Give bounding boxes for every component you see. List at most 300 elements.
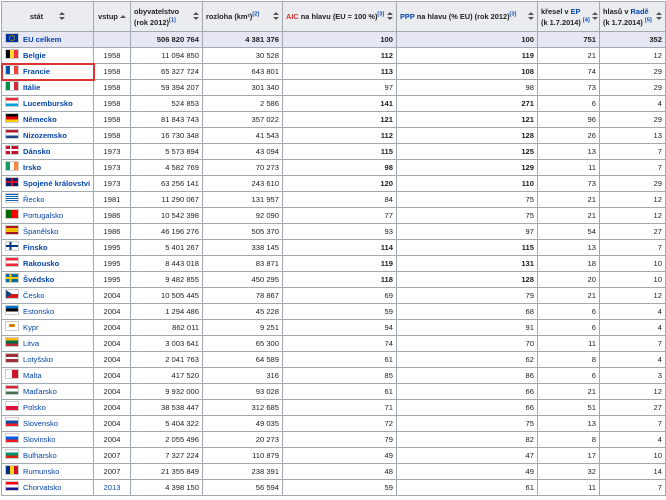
state-cell [2, 464, 94, 480]
column-header-population[interactable]: obyvatelstvo (rok 2012)[1] [131, 2, 203, 32]
aic-cell: 94 [283, 320, 397, 336]
population-cell: 5 404 322 [131, 416, 203, 432]
population-cell: 2 055 496 [131, 432, 203, 448]
accession-year-cell: 1973 [94, 160, 131, 176]
column-header-council-votes[interactable]: hlasů v Radě (k 1.7.2014) [5] [600, 2, 666, 32]
population-cell: 4 582 769 [131, 160, 203, 176]
denmark-flag-icon[interactable] [5, 145, 19, 155]
state-link[interactable]: Španělsko [23, 226, 59, 236]
accession-year-cell: 1995 [94, 272, 131, 288]
ep-seats-cell: 54 [538, 224, 600, 240]
area-ref[interactable]: [2] [252, 11, 260, 18]
state-link[interactable]: Maďarsko [23, 386, 57, 396]
area-cell: 70 273 [203, 160, 283, 176]
council-votes-cell: 7 [600, 144, 666, 160]
malta-flag-icon[interactable] [5, 369, 19, 379]
state-link[interactable]: Dánsko [23, 146, 51, 156]
accession-year-cell[interactable]: 2013 [94, 480, 131, 496]
ep-seats-cell: 96 [538, 112, 600, 128]
ppp-cell: 98 [397, 80, 538, 96]
ppp-cell: 128 [397, 272, 538, 288]
area-cell: 357 022 [203, 112, 283, 128]
state-link[interactable]: Slovensko [23, 418, 59, 428]
state-cell [2, 256, 94, 272]
state-link[interactable]: Belgie [23, 50, 46, 60]
state-cell [2, 128, 94, 144]
state-cell [2, 240, 94, 256]
table-row [2, 352, 666, 368]
state-cell [2, 432, 94, 448]
area-cell: 238 391 [203, 464, 283, 480]
aic-cell: 113 [283, 64, 397, 80]
state-cell [2, 288, 94, 304]
accession-year-cell: 2004 [94, 400, 131, 416]
population-cell: 417 520 [131, 368, 203, 384]
state-link[interactable]: Spojené království [23, 178, 91, 188]
area-cell: 338 145 [203, 240, 283, 256]
state-link[interactable]: Irsko [23, 162, 42, 172]
state-link[interactable]: Kypr [23, 322, 39, 332]
ep-seats-cell: 8 [538, 352, 600, 368]
ep-seats-cell: 13 [538, 144, 600, 160]
aic-cell: 120 [283, 176, 397, 192]
ep-seats-cell: 74 [538, 64, 600, 80]
table-row [2, 192, 666, 208]
slovenia-flag-icon[interactable] [5, 433, 19, 443]
state-cell [2, 32, 94, 48]
sort-icon[interactable] [59, 12, 65, 21]
aic-cell: 115 [283, 144, 397, 160]
ep-seats-cell: 21 [538, 208, 600, 224]
aic-cell: 112 [283, 48, 397, 64]
council-votes-cell: 10 [600, 256, 666, 272]
council-votes-cell: 7 [600, 240, 666, 256]
council-votes-cell: 3 [600, 368, 666, 384]
council-link[interactable]: Radě [630, 6, 649, 16]
council-votes-cell: 7 [600, 416, 666, 432]
council-votes-cell: 12 [600, 208, 666, 224]
ep-seats-cell: 6 [538, 96, 600, 112]
column-header-accession[interactable]: vstup [94, 2, 131, 32]
area-cell: 643 801 [203, 64, 283, 80]
council-votes-cell: 7 [600, 480, 666, 496]
table-row [2, 320, 666, 336]
population-cell: 7 327 224 [131, 448, 203, 464]
accession-year-cell: 1986 [94, 208, 131, 224]
state-link[interactable]: Německo [23, 114, 57, 124]
column-header-aic[interactable]: AIC na hlavu (EU = 100 %)[3] [283, 2, 397, 32]
estonia-flag-icon[interactable] [5, 305, 19, 315]
croatia-flag-icon[interactable] [5, 481, 19, 491]
ppp-cell: 128 [397, 128, 538, 144]
accession-year-cell: 1958 [94, 96, 131, 112]
area-cell: 83 871 [203, 256, 283, 272]
state-link[interactable]: Francie [23, 66, 51, 76]
accession-year-cell: 2004 [94, 320, 131, 336]
state-cell [2, 368, 94, 384]
austria-flag-icon[interactable] [5, 257, 19, 267]
council-ref[interactable]: [5] [644, 17, 652, 24]
sort-icon[interactable] [193, 12, 199, 21]
aic-cell: 112 [283, 128, 397, 144]
italy-flag-icon[interactable] [5, 81, 19, 91]
table-row [2, 176, 666, 192]
sweden-flag-icon[interactable] [5, 273, 19, 283]
population-cell: 1 294 486 [131, 304, 203, 320]
accession-year-cell: 1973 [94, 144, 131, 160]
ep-seats-cell: 51 [538, 400, 600, 416]
table-row [2, 336, 666, 352]
population-cell: 11 094 850 [131, 48, 203, 64]
council-votes-cell: 12 [600, 288, 666, 304]
state-link[interactable]: Nizozemsko [23, 130, 67, 140]
council-votes-cell: 4 [600, 352, 666, 368]
area-cell: 30 528 [203, 48, 283, 64]
ppp-cell: 110 [397, 176, 538, 192]
state-cell [2, 304, 94, 320]
aic-cell: 119 [283, 256, 397, 272]
ppp-cell: 100 [397, 32, 538, 48]
state-link[interactable]: Rakousko [23, 258, 60, 268]
accession-year-cell: 1958 [94, 112, 131, 128]
state-cell [2, 176, 94, 192]
council-votes-cell: 7 [600, 336, 666, 352]
population-cell: 46 196 276 [131, 224, 203, 240]
aic-cell: 48 [283, 464, 397, 480]
table-row [2, 432, 666, 448]
population-cell: 10 542 398 [131, 208, 203, 224]
poland-flag-icon[interactable] [5, 401, 19, 411]
ppp-cell: 75 [397, 208, 538, 224]
table-row [2, 144, 666, 160]
state-cell [2, 48, 94, 64]
hungary-flag-icon[interactable] [5, 385, 19, 395]
state-link[interactable]: Česko [23, 290, 45, 300]
greece-flag-icon[interactable] [5, 193, 19, 203]
ppp-cell: 86 [397, 368, 538, 384]
accession-year-cell [94, 32, 131, 48]
area-cell: 92 090 [203, 208, 283, 224]
ep-seats-cell: 26 [538, 128, 600, 144]
population-cell: 862 011 [131, 320, 203, 336]
aic-cell: 85 [283, 368, 397, 384]
population-cell: 9 932 000 [131, 384, 203, 400]
sort-icon[interactable] [656, 12, 662, 21]
ep-seats-cell: 17 [538, 448, 600, 464]
state-link[interactable]: Finsko [23, 242, 48, 252]
table-row [2, 80, 666, 96]
spain-flag-icon[interactable] [5, 225, 19, 235]
area-cell: 20 273 [203, 432, 283, 448]
state-link[interactable]: EU celkem [23, 34, 62, 44]
ep-ref[interactable]: [4] [582, 17, 590, 24]
council-votes-cell: 29 [600, 176, 666, 192]
aic-cell: 121 [283, 112, 397, 128]
ppp-cell: 68 [397, 304, 538, 320]
accession-year-cell: 1995 [94, 240, 131, 256]
state-link[interactable]: Lucembursko [23, 98, 73, 108]
state-link[interactable]: Řecko [23, 194, 45, 204]
state-link[interactable]: Estonsko [23, 306, 55, 316]
area-cell: 78 867 [203, 288, 283, 304]
council-votes-cell: 29 [600, 112, 666, 128]
eu-member-states-table [1, 1, 666, 496]
ppp-cell: 271 [397, 96, 538, 112]
ep-link[interactable]: EP [570, 6, 581, 16]
slovakia-flag-icon[interactable] [5, 417, 19, 427]
germany-flag-icon[interactable] [5, 113, 19, 123]
aic-cell: 59 [283, 480, 397, 496]
sort-icon[interactable] [273, 12, 279, 21]
sort-icon[interactable] [592, 12, 598, 21]
state-cell [2, 352, 94, 368]
table-row [2, 160, 666, 176]
ep-seats-cell: 21 [538, 48, 600, 64]
ep-seats-cell: 8 [538, 432, 600, 448]
ppp-cell: 75 [397, 416, 538, 432]
accession-year-cell: 1986 [94, 224, 131, 240]
aic-link[interactable]: AIC [286, 12, 299, 21]
aic-cell: 49 [283, 448, 397, 464]
state-link[interactable]: Polsko [23, 402, 46, 412]
ppp-cell: 97 [397, 224, 538, 240]
council-votes-cell: 4 [600, 432, 666, 448]
belgium-flag-icon[interactable] [5, 49, 19, 59]
accession-year-cell: 2004 [94, 288, 131, 304]
aic-cell: 97 [283, 80, 397, 96]
state-link[interactable]: Švédsko [23, 274, 55, 284]
population-cell: 506 820 764 [131, 32, 203, 48]
table-row [2, 96, 666, 112]
area-cell: 4 381 376 [203, 32, 283, 48]
accession-year-cell: 2007 [94, 464, 131, 480]
eu-flag-icon[interactable] [5, 33, 19, 43]
table-row [2, 400, 666, 416]
area-cell: 93 028 [203, 384, 283, 400]
area-cell: 450 295 [203, 272, 283, 288]
header-row [2, 2, 666, 32]
ep-seats-cell: 6 [538, 320, 600, 336]
state-cell [2, 400, 94, 416]
area-cell: 312 685 [203, 400, 283, 416]
council-votes-cell: 29 [600, 64, 666, 80]
table-row [2, 208, 666, 224]
area-cell: 43 094 [203, 144, 283, 160]
aic-ref[interactable]: [3] [377, 11, 385, 18]
ppp-cell: 129 [397, 160, 538, 176]
portugal-flag-icon[interactable] [5, 209, 19, 219]
ireland-flag-icon[interactable] [5, 161, 19, 171]
ppp-cell: 49 [397, 464, 538, 480]
area-cell: 2 586 [203, 96, 283, 112]
czech-flag-icon[interactable] [5, 289, 19, 299]
table-body [2, 32, 666, 496]
area-cell: 131 957 [203, 192, 283, 208]
table-row [2, 256, 666, 272]
area-cell: 49 035 [203, 416, 283, 432]
accession-year-cell: 1973 [94, 176, 131, 192]
state-link[interactable]: Lotyšsko [23, 354, 53, 364]
table-row [2, 304, 666, 320]
table-row [2, 384, 666, 400]
state-cell [2, 336, 94, 352]
aic-cell: 93 [283, 224, 397, 240]
accession-year-cell: 2007 [94, 448, 131, 464]
aic-cell: 141 [283, 96, 397, 112]
state-link[interactable]: Rumunsko [23, 466, 60, 476]
population-cell: 38 538 447 [131, 400, 203, 416]
accession-year-cell: 1995 [94, 256, 131, 272]
lithuania-flag-icon[interactable] [5, 337, 19, 347]
area-cell: 243 610 [203, 176, 283, 192]
accession-year-cell: 2004 [94, 368, 131, 384]
council-votes-cell: 4 [600, 96, 666, 112]
aic-cell: 118 [283, 272, 397, 288]
aic-cell: 79 [283, 432, 397, 448]
state-link[interactable]: Malta [23, 370, 42, 380]
ppp-cell: 62 [397, 352, 538, 368]
aic-cell: 84 [283, 192, 397, 208]
area-cell: 505 370 [203, 224, 283, 240]
aic-cell: 61 [283, 352, 397, 368]
state-link[interactable]: Chorvatsko [23, 482, 62, 492]
ppp-ref[interactable]: [3] [509, 11, 517, 18]
council-votes-cell: 12 [600, 48, 666, 64]
ppp-cell: 115 [397, 240, 538, 256]
column-header-state[interactable]: stát [2, 2, 94, 32]
table-row [2, 128, 666, 144]
ep-seats-cell: 32 [538, 464, 600, 480]
france-flag-icon[interactable] [5, 65, 19, 75]
population-cell: 9 482 855 [131, 272, 203, 288]
state-link[interactable]: Portugalsko [23, 210, 64, 220]
table-row [2, 64, 666, 80]
ep-seats-cell: 21 [538, 288, 600, 304]
council-votes-cell: 12 [600, 384, 666, 400]
romania-flag-icon[interactable] [5, 465, 19, 475]
aic-cell: 114 [283, 240, 397, 256]
sort-icon[interactable] [528, 12, 534, 21]
council-votes-cell: 352 [600, 32, 666, 48]
population-cell: 2 041 763 [131, 352, 203, 368]
uk-flag-icon[interactable] [5, 177, 19, 187]
aic-cell: 72 [283, 416, 397, 432]
aic-cell: 59 [283, 304, 397, 320]
state-cell [2, 192, 94, 208]
luxembourg-flag-icon[interactable] [5, 97, 19, 107]
ppp-cell: 70 [397, 336, 538, 352]
state-link[interactable]: Litva [23, 338, 40, 348]
column-header-area[interactable]: rozloha (km²)[2] [203, 2, 283, 32]
state-cell [2, 480, 94, 496]
bulgaria-flag-icon[interactable] [5, 449, 19, 459]
accession-year-cell: 1958 [94, 128, 131, 144]
ppp-cell: 66 [397, 384, 538, 400]
accession-year-cell: 2004 [94, 336, 131, 352]
council-votes-cell: 12 [600, 192, 666, 208]
state-link[interactable]: Itálie [23, 82, 41, 92]
ep-seats-cell: 13 [538, 240, 600, 256]
ep-seats-cell: 11 [538, 336, 600, 352]
sort-ascending-icon[interactable] [120, 12, 126, 21]
population-cell: 65 327 724 [131, 64, 203, 80]
table-row [2, 288, 666, 304]
population-ref[interactable]: [1] [168, 17, 176, 24]
column-header-ep-seats[interactable]: křesel v EP (k 1.7.2014) [4] [538, 2, 600, 32]
area-cell: 316 [203, 368, 283, 384]
table-row [2, 368, 666, 384]
finland-flag-icon[interactable] [5, 241, 19, 251]
council-votes-cell: 10 [600, 448, 666, 464]
netherlands-flag-icon[interactable] [5, 129, 19, 139]
state-cell [2, 384, 94, 400]
accession-year-cell: 2004 [94, 416, 131, 432]
ppp-link[interactable]: PPP [400, 12, 415, 21]
accession-year-cell: 1958 [94, 80, 131, 96]
ppp-cell: 61 [397, 480, 538, 496]
accession-year-cell: 1981 [94, 192, 131, 208]
accession-year-cell: 1958 [94, 64, 131, 80]
population-cell: 21 355 849 [131, 464, 203, 480]
ep-seats-cell: 20 [538, 272, 600, 288]
column-header-ppp[interactable]: PPP na hlavu (% EU) (rok 2012)[3] [397, 2, 538, 32]
area-cell: 64 589 [203, 352, 283, 368]
population-cell: 4 398 150 [131, 480, 203, 496]
ep-seats-cell: 73 [538, 176, 600, 192]
state-cell [2, 272, 94, 288]
sort-icon[interactable] [387, 12, 393, 21]
ppp-cell: 91 [397, 320, 538, 336]
population-cell: 3 003 641 [131, 336, 203, 352]
state-link[interactable]: Slovinsko [23, 434, 56, 444]
ep-seats-cell: 18 [538, 256, 600, 272]
council-votes-cell: 4 [600, 304, 666, 320]
area-cell: 56 594 [203, 480, 283, 496]
aic-cell: 69 [283, 288, 397, 304]
ppp-cell: 121 [397, 112, 538, 128]
accession-year-cell: 2004 [94, 384, 131, 400]
population-cell: 524 853 [131, 96, 203, 112]
state-cell [2, 320, 94, 336]
table-row [2, 224, 666, 240]
council-votes-cell: 4 [600, 320, 666, 336]
population-cell: 11 290 067 [131, 192, 203, 208]
council-votes-cell: 14 [600, 464, 666, 480]
state-cell [2, 224, 94, 240]
aic-cell: 100 [283, 32, 397, 48]
area-cell: 65 300 [203, 336, 283, 352]
state-link[interactable]: Bulharsko [23, 450, 57, 460]
state-cell [2, 416, 94, 432]
council-votes-cell: 10 [600, 272, 666, 288]
population-cell: 63 256 141 [131, 176, 203, 192]
ppp-cell: 47 [397, 448, 538, 464]
accession-year-cell: 1958 [94, 48, 131, 64]
area-cell: 301 340 [203, 80, 283, 96]
council-votes-cell: 29 [600, 80, 666, 96]
council-votes-cell: 13 [600, 128, 666, 144]
ppp-cell: 66 [397, 400, 538, 416]
ep-seats-cell: 21 [538, 192, 600, 208]
council-votes-cell: 7 [600, 160, 666, 176]
ppp-cell: 82 [397, 432, 538, 448]
cyprus-flag-icon[interactable] [5, 321, 19, 331]
latvia-flag-icon[interactable] [5, 353, 19, 363]
population-cell: 59 394 207 [131, 80, 203, 96]
population-cell: 81 843 743 [131, 112, 203, 128]
ppp-cell: 108 [397, 64, 538, 80]
table-row [2, 48, 666, 64]
